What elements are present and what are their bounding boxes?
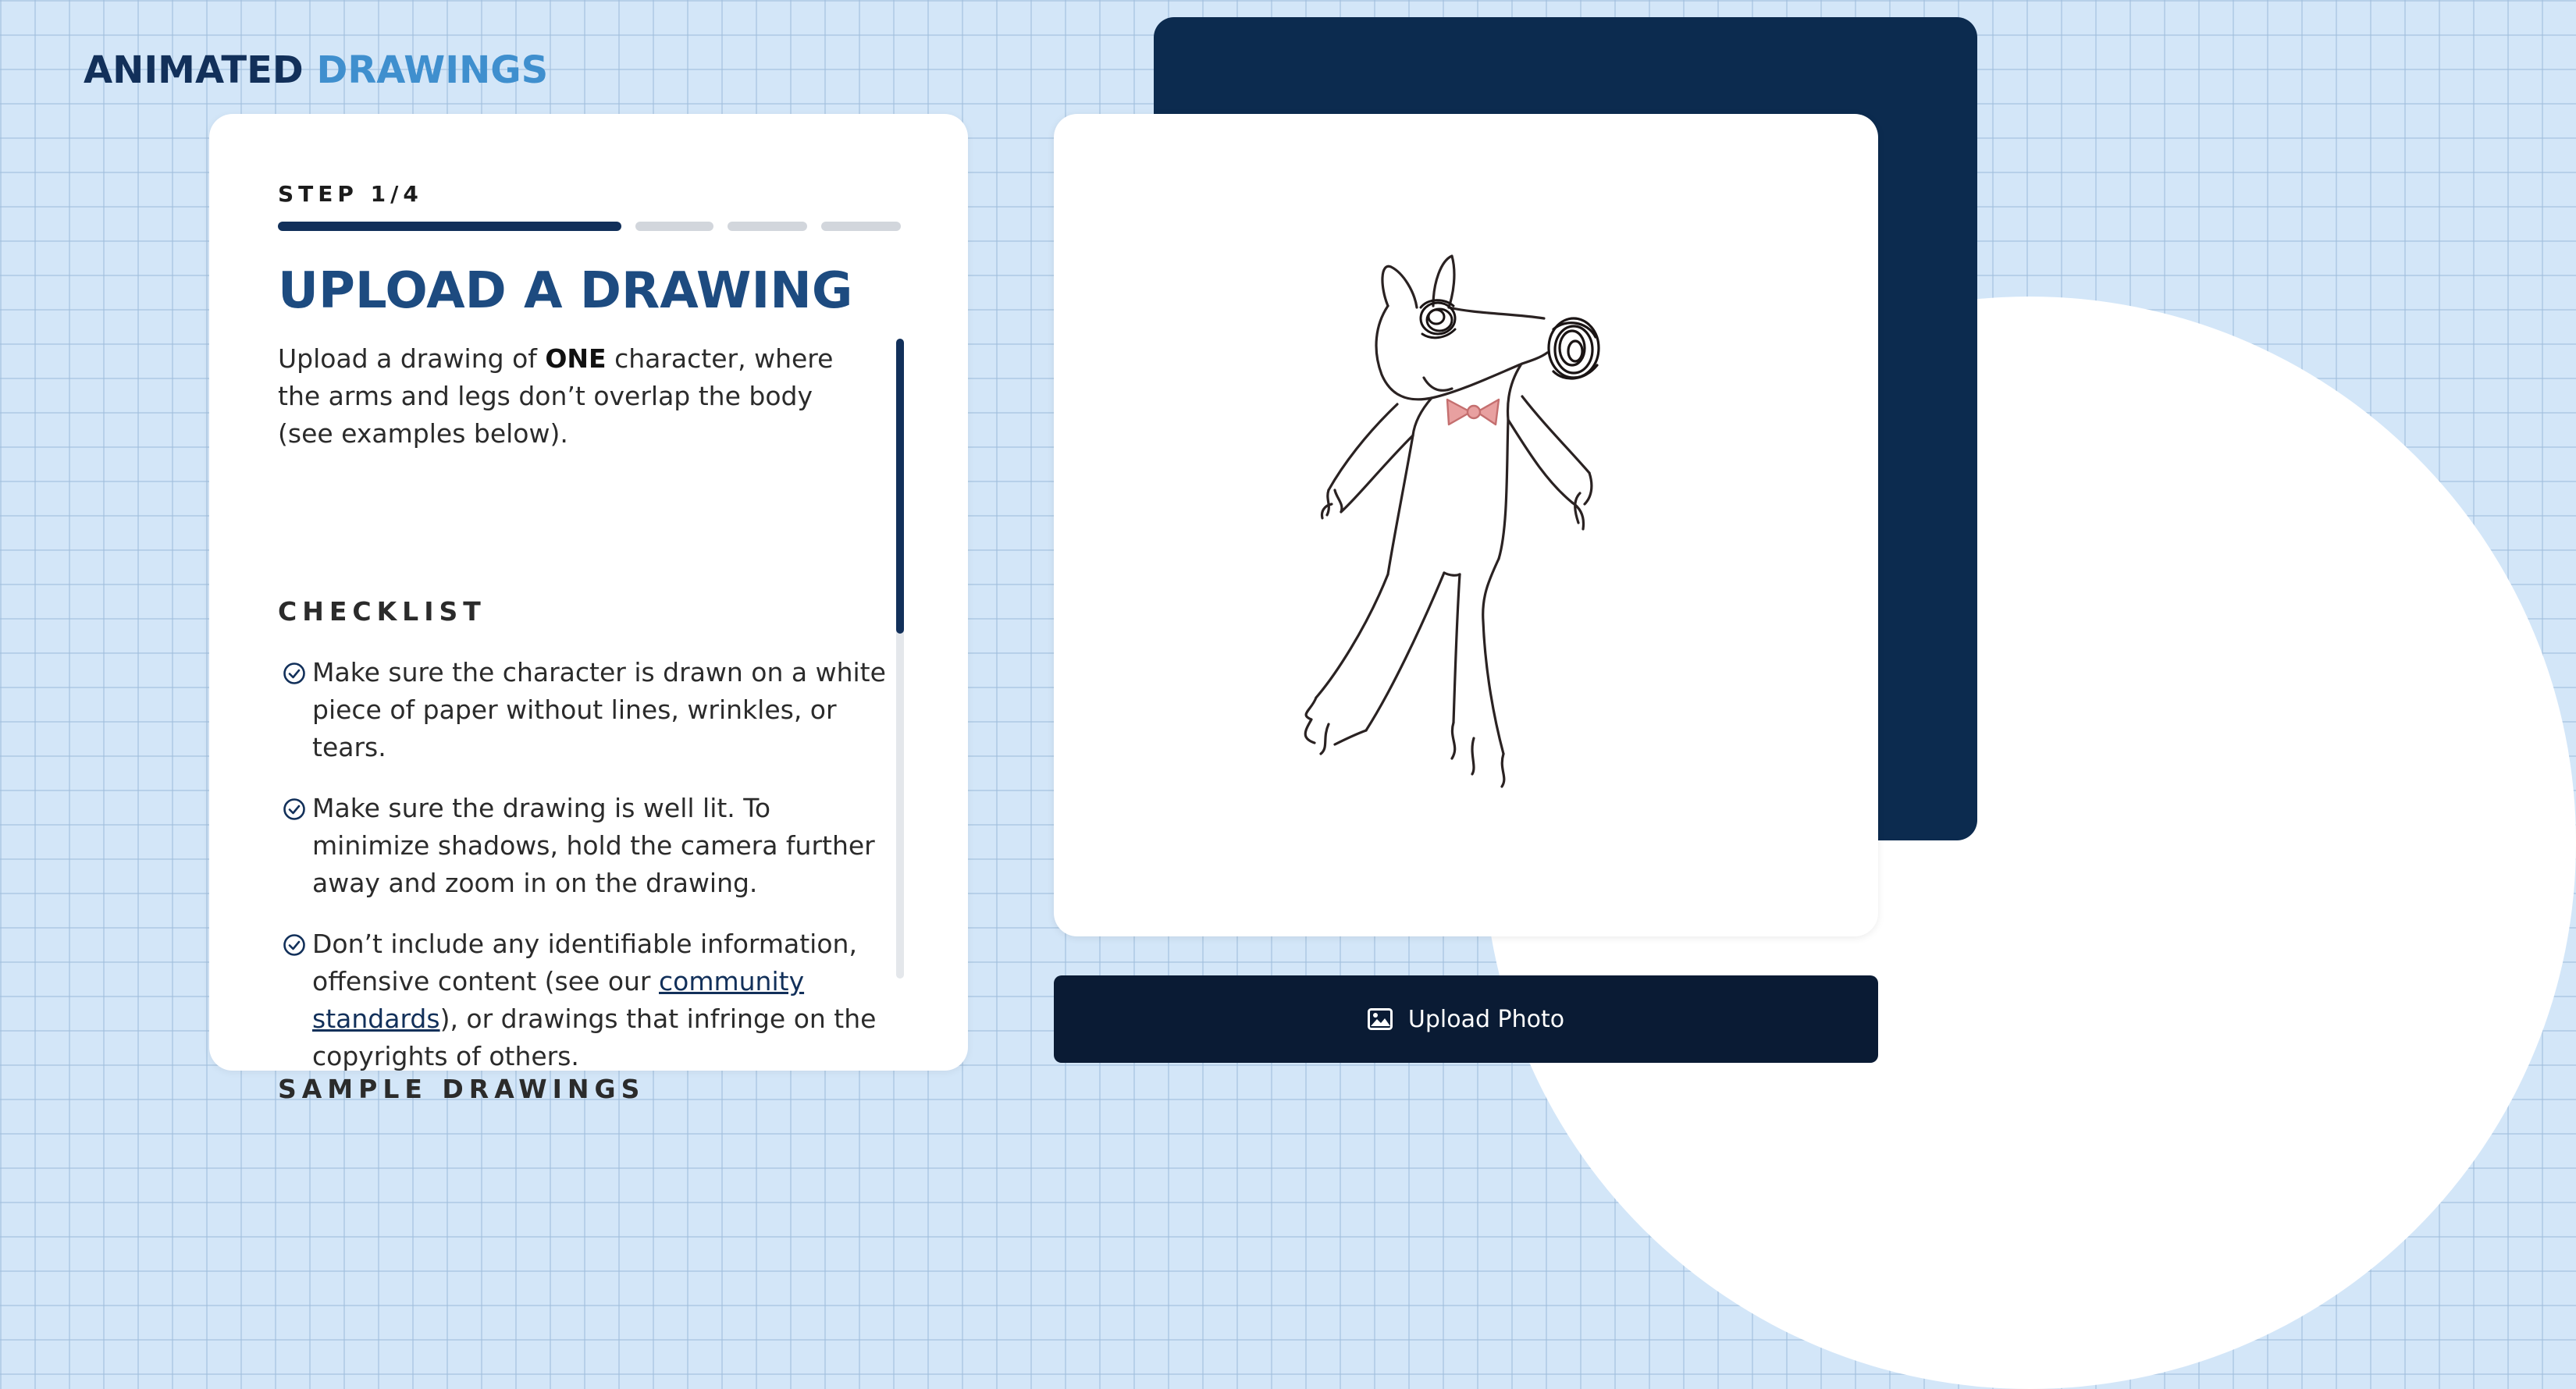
app-logo[interactable] bbox=[84, 48, 548, 92]
image-icon bbox=[1368, 1008, 1393, 1030]
checklist-item-text: Make sure the drawing is well lit. To minimize shadows, hold the camera further away and zoom in on the drawing. bbox=[312, 793, 875, 898]
intro-text-start: Upload a drawing of bbox=[278, 343, 546, 374]
progress-segment-1 bbox=[278, 222, 621, 231]
progress-segment-3 bbox=[728, 222, 807, 231]
checklist-heading: CHECKLIST bbox=[278, 596, 486, 627]
intro-text-end: character, where the arms and legs don’t overlap the body (see examples below). bbox=[278, 343, 834, 449]
check-circle-icon bbox=[283, 662, 306, 685]
logo-part-drawings: DRAWINGS bbox=[316, 48, 549, 92]
checklist-item bbox=[278, 925, 887, 1075]
intro-text-bold: ONE bbox=[545, 343, 607, 374]
check-circle-icon bbox=[283, 933, 306, 957]
step-indicator: STEP 1/4 bbox=[278, 181, 423, 207]
sample-drawings-heading: SAMPLE DRAWINGS bbox=[278, 1074, 646, 1104]
scrollbar-thumb[interactable] bbox=[896, 339, 904, 634]
checklist-item bbox=[278, 790, 887, 902]
checklist-item-text-start: Don’t include any identifiable information, offensive content (see our bbox=[312, 929, 857, 996]
step-progress bbox=[278, 222, 901, 231]
page-title: UPLOAD A DRAWING bbox=[278, 262, 853, 320]
upload-photo-label: Upload Photo bbox=[1407, 1005, 1565, 1033]
logo-part-animated: ANIMATED bbox=[84, 48, 304, 92]
upload-photo-button[interactable] bbox=[1054, 975, 1878, 1063]
character-drawing-image bbox=[1054, 114, 1878, 936]
drawing-preview-card bbox=[1054, 114, 1878, 936]
checklist bbox=[278, 654, 887, 1099]
community-standards-link[interactable]: community standards bbox=[312, 966, 805, 1034]
progress-segment-2 bbox=[635, 222, 713, 231]
instructions-scroll-area[interactable] bbox=[278, 340, 887, 1104]
check-circle-icon bbox=[283, 798, 306, 821]
checklist-item bbox=[278, 654, 887, 766]
checklist-item-text: Make sure the character is drawn on a white piece of paper without lines, wrinkles, or tears. bbox=[312, 657, 886, 762]
instructions-card bbox=[209, 114, 968, 1104]
progress-segment-4 bbox=[821, 222, 901, 231]
checklist-item-text-end: ), or drawings that infringe on the copyrights of others. bbox=[312, 1004, 877, 1071]
intro-text bbox=[278, 340, 871, 453]
